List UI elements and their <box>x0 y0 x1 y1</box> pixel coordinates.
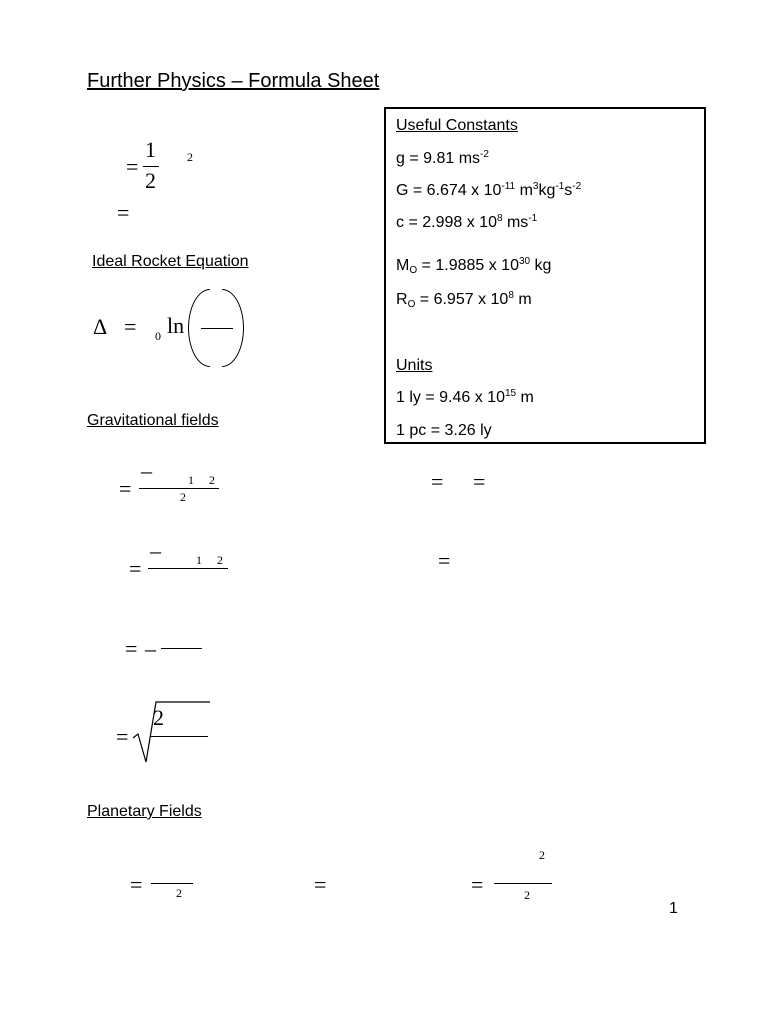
fraction-bar <box>161 648 202 649</box>
planetary-field-formula-b-equals: = <box>314 872 327 897</box>
fraction-bar <box>494 883 552 884</box>
constants-heading: Useful Constants <box>396 117 518 134</box>
denominator-exponent: 2 <box>524 888 530 902</box>
minus-sign: – <box>150 538 161 563</box>
denominator-exponent: 2 <box>176 886 182 900</box>
unit-parsec: 1 pc = 3.26 ly <box>396 422 492 439</box>
root-numerator: 2 <box>153 705 164 730</box>
subscript-one: 1 <box>196 553 202 567</box>
subscript-two: 2 <box>209 473 215 487</box>
fraction-denominator: 2 <box>145 168 156 193</box>
denominator-exponent: 2 <box>180 490 186 504</box>
equals-sign: = <box>471 872 484 897</box>
fraction-numerator: 1 <box>145 137 156 162</box>
natural-log: ln <box>167 313 185 338</box>
right-parenthesis <box>222 289 244 367</box>
equals-sign: = <box>129 556 142 581</box>
planetary-fields-heading: Planetary Fields <box>87 803 202 820</box>
constants-box <box>384 107 706 444</box>
equals-sign: = <box>119 476 132 501</box>
momentum-formula-equals: = <box>117 200 130 225</box>
subscript-one: 1 <box>188 473 194 487</box>
unit-lightyear: 1 ly = 9.46 x $10^{15}$ m <box>396 388 534 406</box>
equals-sign: = <box>116 724 129 749</box>
constant-solar-mass: $M_O = 1.9885$ x $10^{30}$ kg <box>396 256 552 276</box>
constant-solar-radius: $R_O = 6.957$ x $10^8$ m <box>396 290 532 310</box>
page-number: 1 <box>669 900 678 917</box>
equals-sign: = <box>126 154 139 179</box>
fraction-bar <box>139 488 219 489</box>
gravitational-relation-equals: = <box>438 548 451 573</box>
minus-sign: – <box>141 458 152 483</box>
subscript-zero: 0 <box>155 329 161 343</box>
fraction-bar <box>150 736 208 737</box>
equals-sign: = <box>130 872 143 897</box>
constant-G: G = 6.674 x $10^{-11}$ $m^3kg^{-1}s^{-2}$ <box>396 181 582 199</box>
fraction-bar <box>148 568 228 569</box>
fraction-bar <box>151 883 193 884</box>
square-root-sign <box>132 700 212 764</box>
page-title: Further Physics – Formula Sheet <box>87 70 380 92</box>
equals-sign-1: = <box>431 469 444 494</box>
subscript-two: 2 <box>217 553 223 567</box>
gravitational-fields-heading: Gravitational fields <box>87 412 219 429</box>
rocket-equation-heading: Ideal Rocket Equation <box>92 253 249 270</box>
equals-sign: = <box>125 636 138 661</box>
numerator-exponent: 2 <box>539 848 545 862</box>
delta-symbol: Δ <box>93 314 108 339</box>
minus-sign: – <box>145 636 156 661</box>
fraction-bar <box>143 166 159 167</box>
units-heading: Units <box>396 357 433 374</box>
equals-sign-2: = <box>473 469 486 494</box>
constant-c: c = 2.998 x $10^8$ $ms^{-1}$ <box>396 213 538 231</box>
equals-sign: = <box>124 314 137 339</box>
constant-g: g = 9.81 $ms^{-2}$ <box>396 149 489 167</box>
exponent: 2 <box>187 150 193 164</box>
